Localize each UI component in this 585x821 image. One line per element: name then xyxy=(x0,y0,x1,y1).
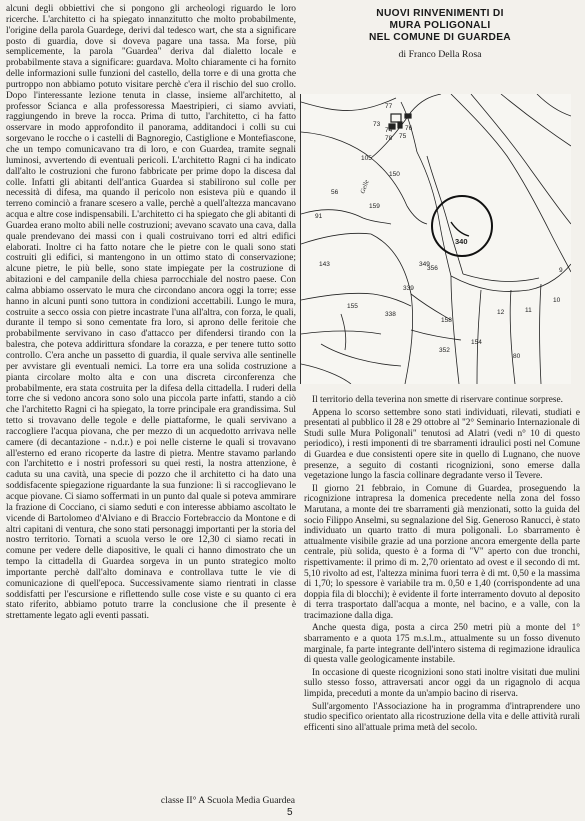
parcel-number: 12 xyxy=(497,309,505,316)
article-title-line-2: MURA POLIGONALI xyxy=(389,20,491,31)
parcel-number: 340 xyxy=(455,237,468,246)
article-paragraph: Anche questa diga, posta a circa 250 metri più a monte del 1° sbarramento e a quota 175 m.s.l.m., attualmente su un fosso divenuto marginale, fa parte integrante dell'intero sistema di regimazione idraulica di questa valle geologicamente instabile. xyxy=(304,623,580,666)
parcel-number: 356 xyxy=(427,265,438,272)
parcel-number: 155 xyxy=(347,303,358,310)
parcel-number: 11 xyxy=(525,307,532,314)
parcel-number: 158 xyxy=(441,317,452,324)
left-article-text: alcuni degli obbiettivi che si pongono gli archeologi riguardo le loro ricerche. L'architetto ci ha spiegato innanzitutto che molto probabilmente, l'origine della parola Guardege, derivi dal tedesco wart, che sta a significare posto di guardia, dove si doveva pagare una tassa. Ma forse, più semplicemente, la parola "Guardea" deriva dal dialetto locale e probabilmente stava a significare: guardava. Molto chiaramente ci ha fornito delle informazioni sulle funzioni del castello, della torre e di una grotta che purtroppo non abbiamo potuto visitare perchè c'era il rischio del suo crollo. Dopo l'interessante lezione tenuta in classe, insieme all'architetto, al professor Scianca e alla professoressa Maestripieri, ci siamo avviati, raggiungendo in breve la rocca. Prima di tutto, l'architetto, ci ha fatto osservare in modo approfondito il panorama, additandoci i colli su cui sorgevano le rocche o i castelli di Bagnoregio, Castiglione e Montefiascone, che un tempo comunicavano tra di loro, e con Guardea, tramite segnali luminosi, avvertendo di eventuali pericoli. L'architetto Ragni ci ha indicato dall'alto le costruzioni che furono fabbricate per prime dopo la discesa dal colle. Infatti gli abitanti dell'antica Guardea si stabilirono sul colle per necessità di difesa, ma quando il pericolo non esisteva più e quando il terreno cominciò a franare scesero a valle, perchè a quell'altezza mancavano acqua e altre cose indispensabili. L'architetto ci ha spiegato che gli abitanti di Guardea erano molto abili nelle costruzioni; avevano scavato una cava, dalla quale prendevano dei massi con i quali costruivano torri ed altri edifici elaborati. Inoltre ci ha fatto notare che le pietre con le quali sono stati costruiti gli edifici, si mantengono in un ottimo stato di conservazione; alcune pietre, le più belle, sono state impiegate per la costruzione di abitazioni e del campanile della chiesa parrocchiale del nostro paese. Con calma abbiamo osservato le mura che circondano ancora oggi la torre; esse hanno in alcuni punti sono tuttora in condizioni accettabili. Lungo le mura, costruite a secco ossia con pietre incastrate l'una all'altra, con forza, le quali, durante il tempo si sono cementate fra loro, si aprono delle feritoie che probabilmente servivano in caso d'attacco per difendersi tirando con la balestra, che poteva addirittura sfondare la corazza, e per tenere tutto sotto controllo. C'era anche un passetto di guardia, il quale serviva alle sentinelle per avvistare gli eventuali nemici. La torre era una solida costruzione a pianta circolare molto alta e con una discreta circonferenza che probabilmente, era stata costruita per la difesa della cittadella. I ruderi della torre che si vedono ancora sono solo una piccola parte infatti, stando a ciò che l'architetto Ragni ci ha spiegato, la torre principale era grandissima. Sul tetto si trovavano delle tegole e delle piattaforme, le quali servivano a raccogliere l'acqua piovana, che per mezzo di un acquedotto arrivava nelle camere (di decantazione - n.d.r.) e poi nelle cisterne le quali si trovavano all'esterno ed erano ricoperte da lastre di pietra. Mentre stavamo parlando con l'architetto e i nostri professori su quei resti, la nostra attenzione, è caduta su una cavità, una specie di pozzo che il architetto ci ha dato una soddisfacente spiegazione riguardante la sua funzione: lì si raccoglievano le acque piovane. Ci siamo soffermati in un punto dal quale si poteva ammirare la frazione di Cocciano, ci siamo seduti e con interesse abbiamo ascoltato le vicende di Bartolomeo d'Alviano e di Braccio Fortebraccio da Montone e di altri capitani di ventura, che sono stati personaggi importanti per la storia del nostro territorio. Tornati a scuola verso le ore 12,30 ci siamo recati in comune per vedere delle diapositive, le quali ci hanno dimostrato che un tempo la cittadella di Guardea sorgeva in un punto strategico molto importante perchè dall'alto dominava e controllava tutte le vie di comunicazione di quell'epoca. Successivamente siamo rientrati in classe soddisfatti per l'escursione e riflettendo sulle cose viste e su quanto ci era stato riferito, abbiamo potuto trarre la conclusione che il presente è strettamente legato agli eventi passati. xyxy=(6,4,296,622)
cadastral-map xyxy=(300,94,571,384)
article-paragraph: Il giorno 21 febbraio, in Comune di Guardea, proseguendo la ricognizione intrapresa la domenica precedente nella zona del fosso Marutana, a monte dei tre sbarramenti già menzionati, sotto la guida del socio Filippo Anselmi, su segnalazione del Sig. Generoso Ranucci, è stato individuato un quarto tratto di mura poligonali. Lo sbarramento è attualmente visibile grazie ad una porzione ancora emergente della parte centrale, più solida, questo è a forma di "V" aperto con due tronchi, rispettivamente: il primo di m. 2,70 orientato ad ovest e il secondo di mt. 5,10 rivolto ad est, l'altezza minima fuori terra è di mt. 0,50 e la massima di 1,70; lo spessore è variabile tra m. 0,50 e 1,40 (corrispondente ad una doppia fila di blocchi); è evidente il forte interramento dovuto al deposito di terra trasportato dall'acqua a monte, nel bacino, e a valle, con la tracimazione dalla diga. xyxy=(304,483,580,621)
parcel-number: 338 xyxy=(385,311,396,318)
cadastral-map-drawing xyxy=(301,94,571,384)
article-title-line-1: NUOVI RINVENIMENTI DI xyxy=(376,8,504,19)
article-paragraph: Il territorio della teverina non smette di riservare continue sorprese. xyxy=(312,395,563,405)
parcel-number: 77 xyxy=(385,103,393,110)
parcel-number: 80 xyxy=(513,353,521,360)
parcel-number: 74 xyxy=(385,127,393,134)
parcel-number: 105 xyxy=(361,155,372,162)
article-paragraph: Appena lo scorso settembre sono stati individuati, rilevati, studiati e presentati al pubblico il 28 e 29 ottobre al "2° Seminario Internazionale di Studi sulle Mura Poligonali" tenutosi ad Alatri (vedi n° 10 di questo periodico), i resti imponenti di tre sbarramenti idraulici posti nel Comune di Guardea e due consistenti opere site in quello di Lugnano, che nuove presenze, a seguito di costanti ricognizioni, sono emerse dalla vegetazione lungo la fascia collinare degradante verso il Tevere. xyxy=(304,407,580,482)
parcel-number: 150 xyxy=(389,171,400,178)
right-article-body xyxy=(304,395,580,735)
parcel-number: 75 xyxy=(399,133,407,140)
left-article-signature: classe II° A Scuola Media Guardea xyxy=(160,795,295,806)
article-paragraph: In occasione di queste ricognizioni sono stati inoltre visitati due mulini sullo stesso fosso, attraversati ancor oggi da un rigagnolo di acqua limpida, preceduti a monte da un'ampio bacino di riserva. xyxy=(304,667,580,700)
parcel-number: 349 xyxy=(419,261,430,268)
article-paragraph: Sull'argomento l'Associazione ha in programma d'intraprendere uno studio specifico orientato alla ricostruzione della vita e delle attività rurali efficenti sino all'attuale prima metà del secolo. xyxy=(304,701,580,733)
page-number: 5 xyxy=(287,807,293,818)
parcel-number: 76 xyxy=(405,125,413,132)
parcel-number: 56 xyxy=(331,189,339,196)
article-byline: di Franco Della Rosa xyxy=(398,49,482,60)
left-article-column xyxy=(6,4,296,622)
parcel-number: 73 xyxy=(373,121,381,128)
article-title xyxy=(300,8,580,44)
parcel-number: 154 xyxy=(471,339,482,346)
parcel-number: 339 xyxy=(403,285,414,292)
parcel-number: 143 xyxy=(319,261,330,268)
parcel-number: 78 xyxy=(385,135,393,142)
road-label: Gelle xyxy=(359,179,371,195)
parcel-number: 159 xyxy=(369,203,380,210)
parcel-number: 352 xyxy=(439,347,450,354)
parcel-number: 9 xyxy=(559,267,563,274)
parcel-number: 10 xyxy=(553,297,561,304)
right-article-header xyxy=(300,4,580,60)
article-title-line-3: NEL COMUNE DI GUARDEA xyxy=(369,32,511,43)
parcel-number: 91 xyxy=(315,213,323,220)
